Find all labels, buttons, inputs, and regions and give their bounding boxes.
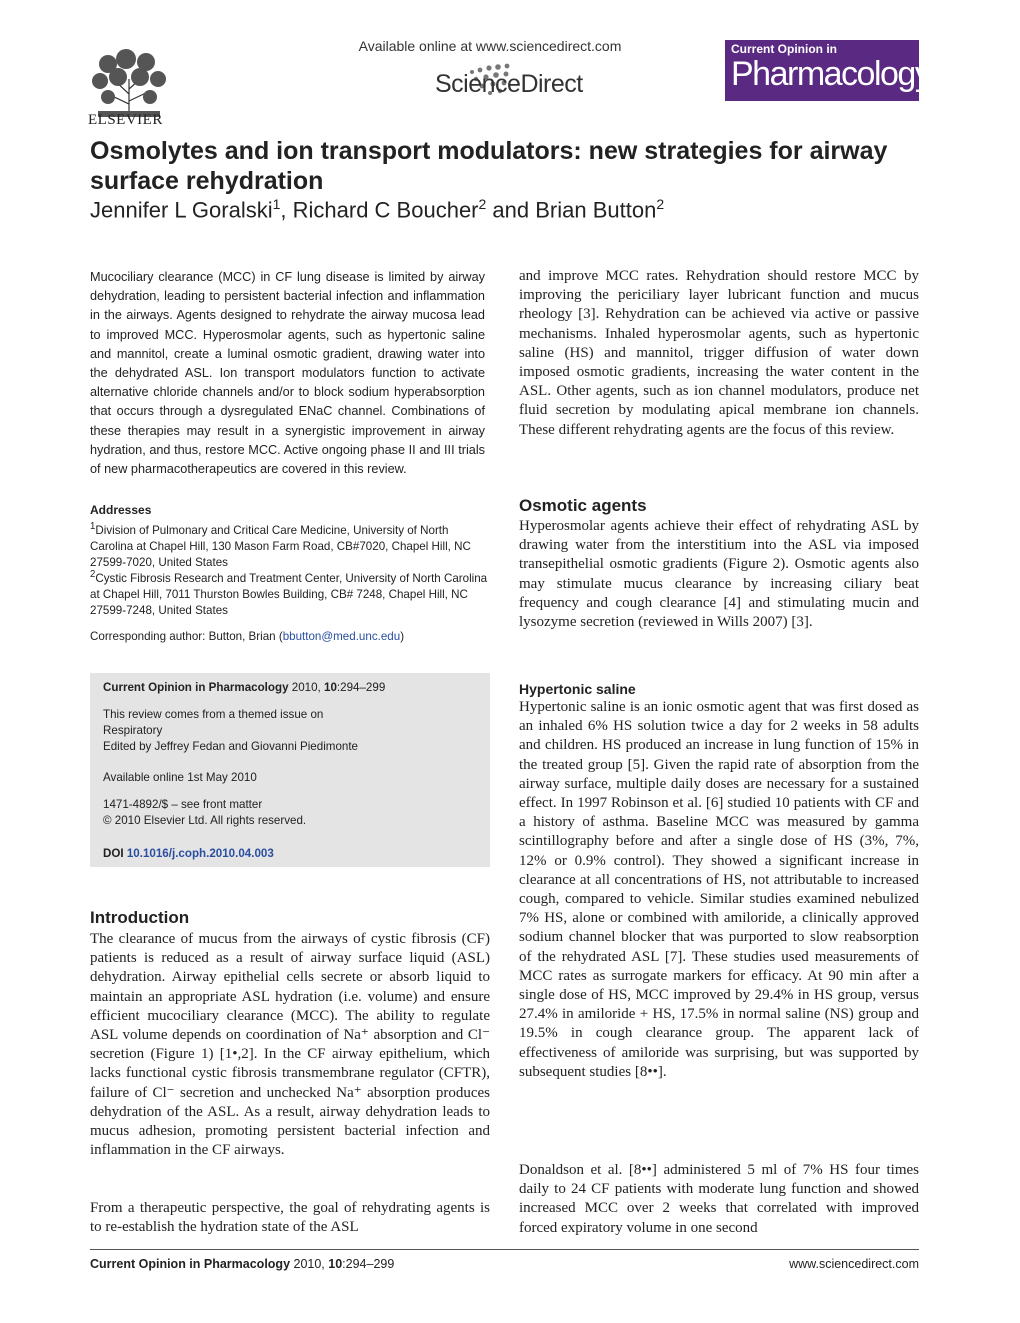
author-name: Richard C Boucher: [292, 197, 479, 223]
journal-banner-title: Pharmacology: [731, 55, 931, 93]
subsection-heading-hypertonic-saline: Hypertonic saline: [519, 681, 636, 697]
info-theme: This review comes from a themed issue on Respiratory Edited by Jeffrey Fedan and Giovanni Piedimonte: [103, 708, 359, 753]
sciencedirect-wordmark[interactable]: ScienceDirect: [435, 70, 583, 98]
body-paragraph: From a therapeutic perspective, the goal of rehydrating agents is to re-establish the hydration state of the ASL: [90, 1200, 490, 1236]
article-title: Osmolytes and ion transport modulators: new strategies for airway surface rehydration: [90, 137, 888, 195]
doi-link[interactable]: 10.1016/j.coph.2010.04.003: [126, 847, 274, 860]
author-name: Jennifer L Goralski: [90, 197, 273, 223]
body-paragraph: and improve MCC rates. Rehydration should restore MCC by improving the periciliary layer lubricant function and mucus rheology [3]. Rehydration can be achieved via active or passive mechanisms. Inhaled hyperosmolar agents, such as hypertonic saline (HS) and mannitol, trigger diffusion of water down imposed osmotic gradients, increasing the water content in the ASL. Other agents, such as ion channel modulators, produce net fluid secretion by modulating apical membrane ion channels. These different rehydrating agents are the focus of this review.: [519, 268, 919, 438]
addresses-heading: Addresses: [90, 503, 152, 517]
article-info-box: [90, 673, 490, 867]
email-link[interactable]: bbutton@med.unc.edu: [282, 630, 401, 643]
info-available-date: Available online 1st May 2010: [103, 771, 257, 784]
abstract: Mucociliary clearance (MCC) in CF lung disease is limited by airway dehydration, leading to persistent bacterial infection and inflammation in the airways. Agents designed to rehydrate the airway mucosa lead to improved MCC. Hyperosmolar agents, such as hypertonic saline and mannitol, create a luminal osmotic gradient, drawing water into the dehydrated ASL. Ion transport modulators function to activate alternative chloride channels and/or to block sodium hyperabsorption that occurs through a dysregulated ENaC channel. Combinations of these therapies may result in a synergistic improvement in airway hydration, and thus, restore MCC. Active ongoing phase II and III trials of new pharmacotherapeutics are covered in this review.: [90, 270, 485, 477]
info-doi: DOI 10.1016/j.coph.2010.04.003: [103, 847, 274, 860]
elsevier-wordmark: ELSEVIER: [88, 112, 163, 128]
corresponding-author: Corresponding author: Button, Brian (bbutton@med.unc.edu): [90, 630, 405, 643]
journal-banner[interactable]: [725, 40, 931, 101]
footer-divider: [90, 1249, 919, 1250]
author-affiliation: 1: [272, 196, 281, 212]
info-issn: 1471-4892/$ – see front matter © 2010 Elsevier Ltd. All rights reserved.: [103, 798, 307, 827]
section-heading-introduction: Introduction: [90, 908, 190, 927]
journal-banner-subtitle: Current Opinion in: [731, 42, 837, 56]
footer-citation: Current Opinion in Pharmacology 2010, 10:294–299: [90, 1257, 395, 1271]
body-paragraph: Hypertonic saline is an ionic osmotic agent that was first dosed as an inhaled 6% HS solution twice a day for 2 weeks in 58 adults and children. HS produced an increase in lung function of 15% in the treated group [5]. Given the rapid rate of absorption from the airway surface, multiple daily doses are necessary for a sustained effect. In 1997 Robinson et al. [6] studied 10 patients with CF and a history of asthma. Baseline MCC was measured by gamma scintillography before and after a single dose of HS (3%, 7%, 12% or 0.9% control). They showed a significant increase in clearance at all concentrations of HS, not attributable to increased cough, compared to vehicle. Similar studies examined nebulized 7% HS, alone or combined with amiloride, a clinically approved sodium channel blocker that was purported to slow reabsorption of the rehydrated ASL [7]. These studies used measurements of MCC rates as surrogate markers for efficacy. At 90 min after a single dose of HS, MCC improved by 29.4% in HS group, versus 27.4% in amiloride + HS, 17.5% in normal saline (NS) group and 19.5% in cough clearance group. The apparent lack of effectiveness of amiloride was surprising, but was supported by subsequent studies [8••].: [519, 699, 919, 1080]
address-item: $^2$Cystic Fibrosis Research and Treatment Center, University of North Carolina at Chapel Hill, 7011 Thurston Bowles Building, CB# 7248, Chapel Hill, NC 27599-7248, United States: [90, 569, 488, 617]
author-affiliation: 2: [478, 196, 487, 212]
body-paragraph: The clearance of mucus from the airways of cystic fibrosis (CF) patients is reduced as a result of airway surface liquid (ASL) dehydration. Airway epithelial cells secrete or absorb liquid to maintain an appropriate ASL hydration (i.e. volume) and ensure efficient mucociliary clearance (MCC). The ability to regulate ASL volume depends on coordination of Na⁺ absorption and Cl⁻ secretion (Figure 1) [1•,2]. In the CF airway epithelium, which lacks functional cystic fibrosis transmembrane regulator (CFTR), failure of Cl⁻ secretion and unchecked Na⁺ absorption produces dehydration of the ASL. As a result, airway dehydration leads to mucus adhesion, promoting persistent bacterial infection and inflammation in the CF airways.: [90, 931, 490, 1159]
available-online-text[interactable]: Available online at www.sciencedirect.com: [358, 38, 622, 54]
body-paragraph: Hyperosmolar agents achieve their effect of rehydrating ASL by drawing water from the interstitium into the ASL via imposed transepithelial osmotic gradients (Figure 2). Osmotic agents also may stimulate mucus clearance by increasing ciliary beat frequency and cough clearance [4] and stimulating mucin and lysozyme secretion (reviewed in Wills 2007) [3].: [519, 518, 919, 631]
author-name: Brian Button: [535, 197, 657, 223]
section-heading-osmotic-agents: Osmotic agents: [519, 496, 647, 515]
author-list: Jennifer L Goralski$^1$, Richard C Boucher$^2$ and Brian Button$^2$: [90, 196, 665, 223]
body-paragraph: Donaldson et al. [8••] administered 5 ml of 7% HS four times daily to 24 CF patients with moderate lung function and showed increased MCC over 2 weeks that correlated with improved forced expiratory volume in one second: [519, 1162, 919, 1236]
info-citation: Current Opinion in Pharmacology 2010, 10:294–299: [103, 681, 386, 694]
footer-url[interactable]: www.sciencedirect.com: [789, 1257, 919, 1271]
address-item: $^1$Division of Pulmonary and Critical Care Medicine, University of North Carolina at Chapel Hill, 130 Mason Farm Road, CB#7020, Chapel Hill, NC 27599-7020, United States: [90, 521, 471, 569]
author-affiliation: 2: [656, 196, 665, 212]
